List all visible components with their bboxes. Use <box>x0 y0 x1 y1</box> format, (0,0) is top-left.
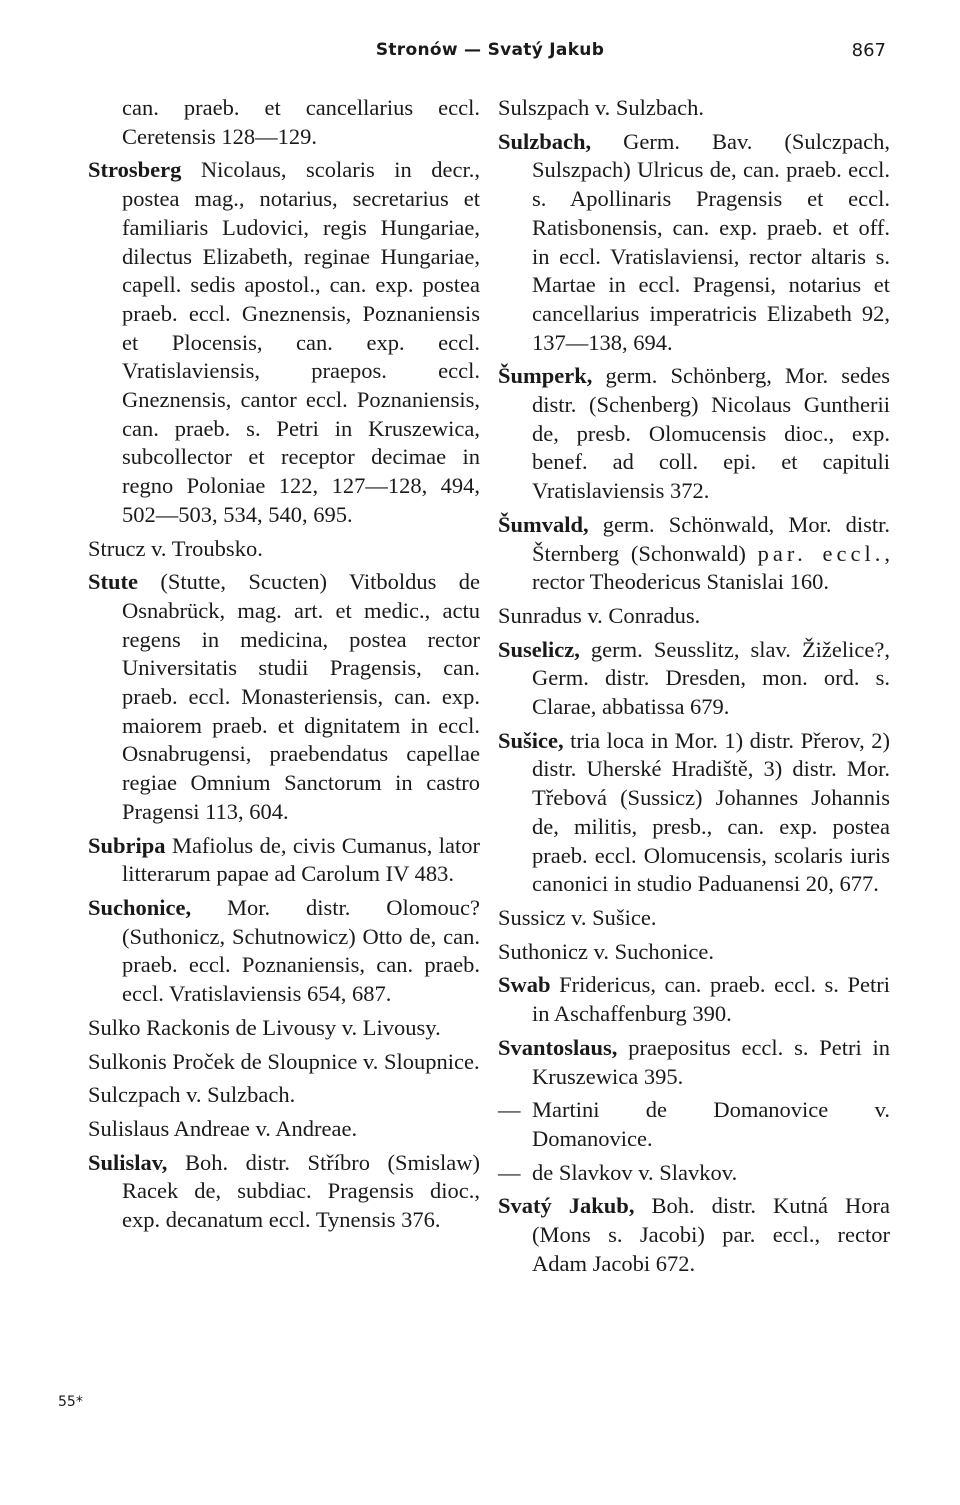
dictionary-entry <box>88 568 480 826</box>
dictionary-entry <box>498 128 890 358</box>
dictionary-entry <box>88 894 480 1009</box>
entry-headword: Suselicz, <box>498 636 580 662</box>
entry-text: germ. Seusslitz, slav. Žiželice?, Germ. distr. Dresden, mon. ord. s. Clarae, abbatissa 679. <box>532 636 890 720</box>
dictionary-entry <box>498 636 890 722</box>
entry-text: tria loca in Mor. 1) distr. Přerov, 2) distr. Uherské Hradiště, 3) distr. Mor. Třebová (Sussicz) Johannes Johannis de, militis, presb., can. exp. postea praeb. eccl. Olomucensis, scolaris iuris canonici in studio Paduanensi 20, 677. <box>532 727 890 897</box>
page-number: 867 <box>851 40 886 61</box>
running-head <box>0 40 960 70</box>
entry-text: Sulislaus Andreae v. Andreae. <box>88 1115 358 1141</box>
dictionary-entry <box>88 1149 480 1235</box>
entry-text: Sulkonis Proček de Sloupnice v. Sloupnice. <box>88 1048 480 1074</box>
dictionary-entry <box>498 1192 890 1278</box>
entry-text: Germ. Bav. (Sulczpach, Sulszpach) Ulricus de, can. praeb. eccl. s. Apollinaris Pragensis et eccl. Ratisbonensis, can. exp. praeb. et off. in eccl. Vratislaviensi, rector altaris s. Martae in eccl. Pragensi, notarius et cancellarius imperatricis Elizabeth 92, 137—138, 694. <box>532 128 890 355</box>
entry-headword: Swab <box>498 972 551 998</box>
entry-text: de Slavkov v. Slavkov. <box>532 1159 738 1185</box>
entry-text: Nicolaus, scolaris in decr., postea mag., notarius, secretarius et familiaris Ludovici, regis Hungariae, dilectus Elizabeth, reginae Hungariae, capell. sedis apostol., can. exp. postea praeb. eccl. Gneznensis, Poznaniensis et Plocensis, can. exp. eccl. Vratislaviensis, praepos. eccl. Gneznensis, cantor eccl. Poznaniensis, can. praeb. s. Petri in Kruszewica, subcollector et receptor decimae in regno Poloniae 122, 127—128, 494, 502—503, 534, 540, 695. <box>122 157 480 527</box>
signature-mark: 55* <box>58 1394 83 1410</box>
spaced-abbreviation: par. eccl. <box>757 540 885 566</box>
entry-text: Sulszpach v. Sulzbach. <box>498 95 704 120</box>
entry-text: Martini de Domanovice v. Domanovice. <box>532 1097 890 1151</box>
entry-headword: Šumperk, <box>498 363 593 389</box>
dictionary-entry <box>88 832 480 889</box>
entry-text: Fridericus, can. praeb. eccl. s. Petri in Aschaffenburg 390. <box>532 972 890 1027</box>
entry-text: Sunradus v. Conradus. <box>498 602 701 628</box>
entry-text: praepositus eccl. s. Petri in Kruszewica 395. <box>532 1034 890 1089</box>
dictionary-entry <box>88 156 480 529</box>
cross-reference <box>88 1048 480 1077</box>
dictionary-entry <box>88 94 480 151</box>
entry-headword: Sulzbach, <box>498 128 592 154</box>
entry-headword: Šumvald, <box>498 511 589 537</box>
sub-entry <box>498 1096 890 1153</box>
cross-reference <box>498 904 890 933</box>
dictionary-entry <box>498 1034 890 1091</box>
entry-headword: Suchonice, <box>88 894 192 920</box>
entry-headword: Subripa <box>88 832 166 858</box>
entry-text: Suthonicz v. Suchonice. <box>498 938 715 964</box>
cross-reference <box>498 602 890 631</box>
dictionary-entry <box>498 971 890 1028</box>
entry-text: Boh. distr. Stříbro (Smislaw) Racek de, subdiac. Pragensis dioc., exp. decanatum eccl. Tynensis 376. <box>122 1149 480 1233</box>
entry-headword: Sušice, <box>498 727 564 753</box>
cross-reference <box>88 1115 480 1144</box>
cross-reference <box>498 94 890 123</box>
entry-text: Sulczpach v. Sulzbach. <box>88 1082 296 1108</box>
right-column <box>498 94 890 1283</box>
dash-mark: — <box>498 1097 521 1123</box>
cross-reference <box>498 938 890 967</box>
entry-text: germ. Schönwald, Mor. distr. Šternberg (Schonwald) <box>532 511 890 566</box>
entry-text-tail: , rector Theodericus Stanislai 160. <box>532 540 890 595</box>
entry-headword: Svantoslaus, <box>498 1034 618 1060</box>
cross-reference <box>88 535 480 564</box>
entry-text: germ. Schönberg, Mor. sedes distr. (Schenberg) Nicolaus Guntherii de, presb. Olomucensis dioc., exp. benef. ad coll. epi. et capituli Vratislaviensis 372. <box>532 363 890 504</box>
entry-headword: Svatý Jakub, <box>498 1193 635 1219</box>
entry-text: Sussicz v. Sušice. <box>498 904 657 930</box>
dash-mark: — <box>498 1159 521 1185</box>
entry-text: Sulko Rackonis de Livousy v. Livousy. <box>88 1014 441 1040</box>
entry-text: Mor. distr. Olomouc? (Suthonicz, Schutnowicz) Otto de, can. praeb. eccl. Poznaniensis, can. praeb. eccl. Vratislaviensis 654, 687. <box>122 894 480 1007</box>
entry-headword: Strosberg <box>88 157 182 183</box>
dictionary-entry <box>498 362 890 506</box>
entry-text: Mafiolus de, civis Cumanus, lator litterarum papae ad Carolum IV 483. <box>122 832 480 887</box>
dictionary-entry <box>498 511 890 597</box>
left-column <box>88 94 480 1240</box>
cross-reference <box>88 1014 480 1043</box>
entry-text: Strucz v. Troubsko. <box>88 535 263 561</box>
dictionary-entry <box>498 727 890 899</box>
cross-reference <box>88 1081 480 1110</box>
entry-headword: Sulislav, <box>88 1149 168 1175</box>
entry-headword: Stute <box>88 569 138 595</box>
entry-text: Boh. distr. Kutná Hora (Mons s. Jacobi) par. eccl., rector Adam Jacobi 672. <box>532 1193 891 1276</box>
entry-text: can. praeb. et cancellarius eccl. Ceretensis 128—129. <box>122 95 480 149</box>
sub-entry <box>498 1159 890 1188</box>
running-title: Stronów — Svatý Jakub <box>375 40 605 60</box>
entry-text: (Stutte, Scucten) Vitboldus de Osnabrück, mag. art. et medic., actu regens in medicina, postea rector Universitatis studii Pragensis, can. praeb. eccl. Monasteriensis, can. exp. maiorem praeb. et dignitatem in eccl. Osnabrugensi, praebendatus capellae regiae Omnium Sanctorum in castro Pragensi 113, 604. <box>122 569 480 824</box>
